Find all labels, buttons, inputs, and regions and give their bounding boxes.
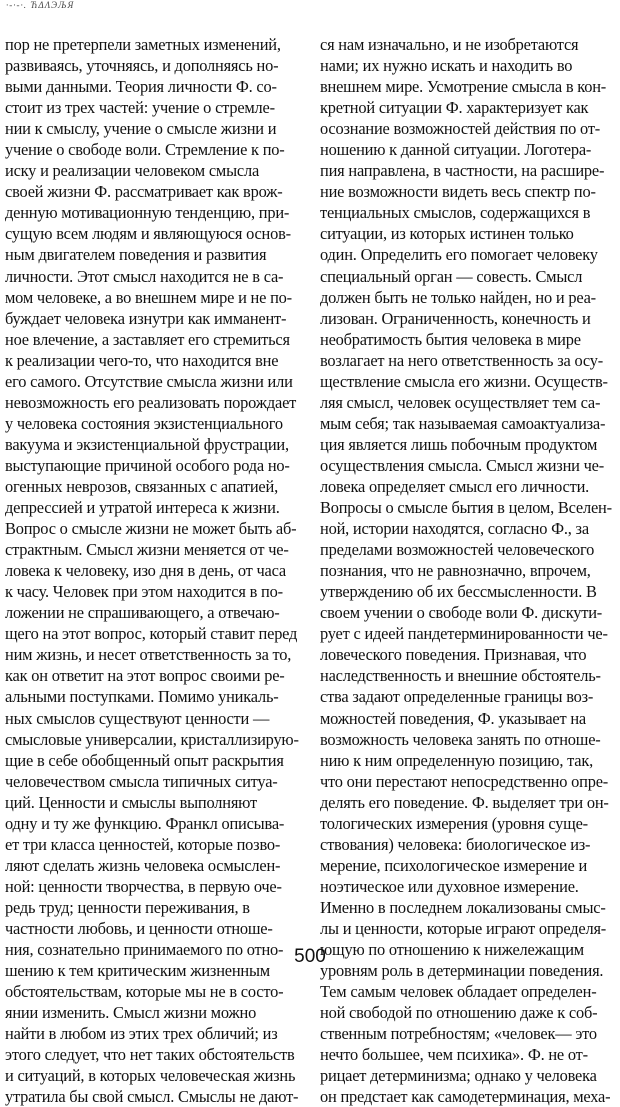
- right-column-text-line: уровням роль в детерминации поведения.: [320, 961, 604, 981]
- right-column-text-line: рует с идеей пандетерминированности че-: [320, 624, 608, 644]
- left-column-text-line: иску и реализации человеком смысла: [5, 161, 260, 181]
- left-column-text-line: найти в любом из этих трех обличий; из: [5, 1024, 278, 1044]
- left-column-text-line: огенных неврозов, связанных с апатией,: [5, 476, 278, 496]
- right-column-text-line: Вопросы о смысле бытия в целом, Вселен-: [320, 498, 612, 518]
- left-column-text-line: ной: ценности творчества, в первую оче-: [5, 876, 282, 896]
- right-column-text-line: рицает детерминизма; однако у человека: [320, 1066, 597, 1086]
- right-column-text-line: утверждению об их бессмысленности. В: [320, 582, 597, 602]
- right-column-text-line: мым себя; так называемая самоактуализа-: [320, 413, 606, 433]
- left-column-text-line: к часу. Человек при этом находится в по-: [5, 582, 283, 602]
- right-column-text-line: лы и ценности, которые играют определя-: [320, 918, 607, 938]
- left-column-text-line: утратила бы свой смысл. Смыслы не дают-: [5, 1087, 299, 1107]
- left-column-text-line: денную мотивационную тенденцию, при-: [5, 203, 290, 223]
- left-column-text-line: ным двигателем поведения и развития: [5, 245, 267, 265]
- left-column-text-line: одну и ту же функцию. Франкл описыва-: [5, 813, 285, 833]
- right-column-text-line: один. Определить его помогает человеку: [320, 245, 598, 265]
- running-head: ·-·-·. ЋΔΛЭЉЯ: [6, 0, 75, 10]
- right-column-text-line: своем учении о свободе воли Ф. дискути-: [320, 603, 603, 623]
- right-column-text-line: тологических измерения (уровня суще-: [320, 813, 588, 833]
- right-column-text-line: кретной ситуации Ф. характеризует как: [320, 98, 589, 118]
- right-column-text-line: Именно в последнем локализованы смыс-: [320, 897, 606, 917]
- left-column-text-line: частности любовь, и ценности отноше-: [5, 918, 273, 938]
- right-column-text-line: он предстает как самодетерминация, меха-: [320, 1087, 611, 1107]
- right-column-text-line: ция является лишь побочным продуктом: [320, 434, 598, 454]
- page-number: 500: [294, 946, 326, 967]
- right-column-text-line: нечто большее, чем психика». Ф. не от-: [320, 1045, 588, 1065]
- left-column-text-line: альными поступками. Помимо уникаль-: [5, 687, 279, 707]
- left-column-text-line: ных смыслов существуют ценности —: [5, 708, 270, 728]
- right-column-text-line: пределами возможностей человеческого: [320, 540, 595, 560]
- left-column-text-line: ций. Ценности и смыслы выполняют: [5, 792, 257, 812]
- right-column-text-line: ляя смысл, человек осуществляет тем са-: [320, 392, 601, 412]
- left-column-text-line: ляют сделать жизнь человека осмыслен-: [5, 855, 281, 875]
- right-column-text-line: ной свободой по отношению даже к соб-: [320, 1003, 598, 1023]
- right-column-text-line: ние возможности видеть весь спектр по-: [320, 182, 596, 202]
- right-column-text-line: что они перестают непосредственно опре-: [320, 771, 609, 791]
- left-column-text-line: развиваясь, уточняясь, и дополняясь но-: [5, 56, 279, 76]
- right-column-text-line: Тем самым человек обладает определен-: [320, 982, 597, 1002]
- left-column-text-line: его самого. Отсутствие смысла жизни или: [5, 371, 293, 391]
- right-column-text-line: ной, истории находятся, согласно Ф., за: [320, 519, 589, 539]
- right-column-text-line: познания, что не равнозначно, впрочем,: [320, 561, 591, 581]
- left-column-text-line: выступающие причиной особого рода но-: [5, 455, 290, 475]
- right-column-text-line: ществление смысла его жизни. Осуществ-: [320, 371, 608, 391]
- left-column-text-line: нии к смыслу, учение о смысле жизни и: [5, 119, 277, 139]
- left-column-text-line: человечеством смысла типичных ситуа-: [5, 771, 278, 791]
- left-column-text-line: и ситуаций, в которых человеческая жизнь: [5, 1066, 296, 1086]
- left-column-text-line: как он ответит на этот вопрос своими ре-: [5, 666, 285, 686]
- left-column-text-line: у человека состояния экзистенциального: [5, 413, 283, 433]
- right-column-text-line: необратимость бытия человека в мире: [320, 329, 581, 349]
- right-column-text-line: ся нам изначально, и не изобретаются: [320, 35, 579, 54]
- right-column-text-line: ситуации, из которых истинен только: [320, 224, 574, 244]
- left-column-text-line: своей жизни Ф. рассматривает как врож-: [5, 182, 283, 202]
- left-column-text-line: ния, сознательно принимаемого по отно-: [5, 940, 284, 960]
- right-column-text-line: специальный орган — совесть. Смысл: [320, 266, 583, 286]
- right-column-text-line: делять его поведение. Ф. выделяет три он-: [320, 792, 609, 812]
- left-column-text-line: ное влечение, а заставляет его стремиться: [5, 329, 290, 349]
- left-column-text-line: ет три класса ценностей, которые позво-: [5, 834, 281, 854]
- right-column-text-line: нами; их нужно искать и находить во: [320, 56, 573, 76]
- right-column-text-line: ствования) человека: биологическое из-: [320, 834, 591, 854]
- left-column-text-line: к реализации чего-то, что находится вне: [5, 350, 279, 370]
- right-column-text-line: ноэтическое или духовное измерение.: [320, 876, 579, 896]
- left-column-text-line: ложении не спрашивающего, а отвечаю-: [5, 603, 280, 623]
- left-column-text-line: ловека к человеку, изо дня в день, от часа: [5, 561, 286, 581]
- right-column-text-line: должен быть не только найден, но и реа-: [320, 287, 596, 307]
- right-column-text-line: ющую по отношению к нижележащим: [320, 940, 584, 960]
- right-column-text-line: наследственность и внешние обстоятель-: [320, 666, 601, 686]
- right-column-text-line: ношению к данной ситуации. Логотера-: [320, 140, 592, 160]
- left-column-text-line: стоит из трех частей: учение о стремле-: [5, 98, 275, 118]
- left-column-text-line: личности. Этот смысл находится не в са-: [5, 266, 284, 286]
- right-column-text-line: возлагает на него ответственность за осу-: [320, 350, 603, 370]
- right-column-text-line: тенциальных смыслов, содержащихся в: [320, 203, 591, 223]
- left-column-text-line: депрессией и утратой интереса к жизни.: [5, 498, 280, 518]
- left-column-text-line: обстоятельствам, которые мы не в состо-: [5, 982, 284, 1002]
- right-column-text-line: осознание возможностей действия по от-: [320, 119, 601, 139]
- right-column-text-line: нию к ним определенную позицию, так,: [320, 750, 594, 770]
- left-column-text-line: смысловые универсалии, кристаллизирую-: [5, 729, 299, 749]
- left-column-text-line: пор не претерпели заметных изменений,: [5, 35, 281, 54]
- right-column-text-line: ловека определяет смысл его личности.: [320, 476, 590, 496]
- right-column-text-line: ловеческого поведения. Признавая, что: [320, 645, 587, 665]
- left-column-text-line: шению к тем критическим жизненным: [5, 961, 270, 981]
- left-column-text-line: щие в себе обобщенный опыт раскрытия: [5, 750, 284, 770]
- left-column-text-line: Вопрос о смысле жизни не может быть аб-: [5, 519, 297, 539]
- left-column-text-line: мом человеке, а во внешнем мире и не по-: [5, 287, 292, 307]
- left-column-text-line: буждает человека изнутри как имманент-: [5, 308, 287, 328]
- left-column-text-line: выми данными. Теория личности Ф. со-: [5, 77, 277, 97]
- right-column-text-line: ственным потребностям; «человек— это: [320, 1024, 597, 1044]
- right-column-text-line: лизован. Ограниченность, конечность и: [320, 308, 591, 328]
- left-column-text-line: страктным. Смысл жизни меняется от че-: [5, 540, 289, 560]
- left-column-text-line: этого следует, что нет таких обстоятельств: [5, 1045, 295, 1065]
- right-column-text-line: возможность человека занять по отноше-: [320, 729, 601, 749]
- left-column-text-line: вакуума и экзистенциальной фрустрации,: [5, 434, 289, 454]
- left-column-text-line: учение о свободе воли. Стремление к по-: [5, 140, 285, 160]
- left-column-text-line: янии изменить. Смысл жизни можно: [5, 1003, 257, 1023]
- left-column-text-line: сущую всем людям и являющуюся основ-: [5, 224, 291, 244]
- left-column-text-line: щего на этот вопрос, который ставит перед: [5, 624, 298, 644]
- right-column-text-line: можностей поведения, Ф. указывает на: [320, 708, 586, 728]
- right-column-text-line: ства задают определенные границы воз-: [320, 687, 594, 707]
- left-column-text-line: невозможность его реализовать порождает: [5, 392, 297, 412]
- right-column-text-line: осуществления смысла. Смысл жизни че-: [320, 455, 604, 475]
- right-column-text-line: внешнем мире. Усмотрение смысла в кон-: [320, 77, 607, 97]
- left-column-text-line: ним жизнь, и несет ответственность за то,: [5, 645, 292, 665]
- right-column-text-line: пия направлена, в частности, на расшире-: [320, 161, 605, 181]
- left-column-text-line: редь труд; ценности переживания, в: [5, 897, 250, 917]
- right-column-text-line: мерение, психологическое измерение и: [320, 855, 588, 875]
